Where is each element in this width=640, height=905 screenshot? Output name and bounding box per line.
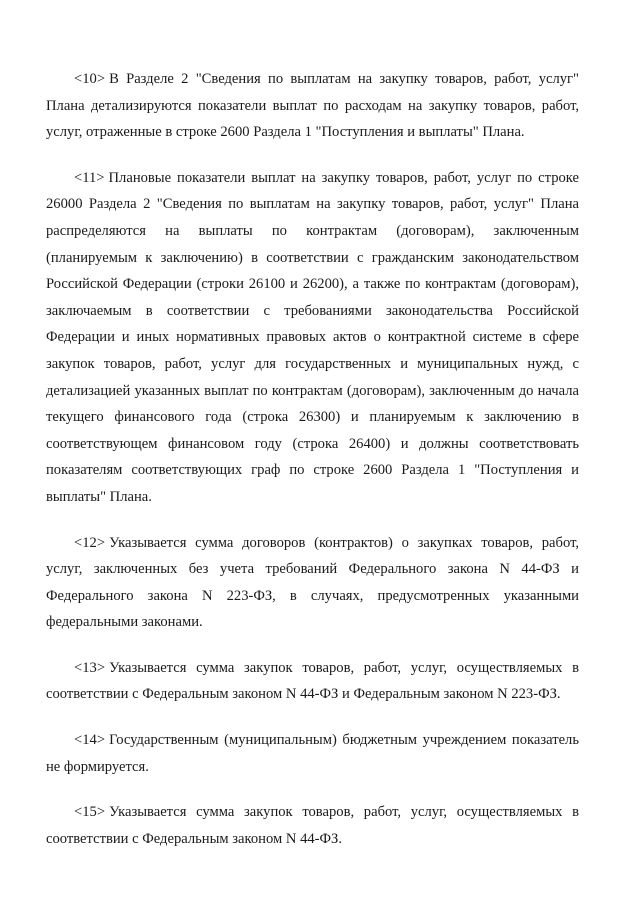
- footnote-marker: <14>: [74, 732, 106, 749]
- footnote-text: В Разделе 2 "Сведения по выплатам на закупку товаров, работ, услуг" Плана детализируются показатели выплат по расходам на закупку товаров, работ, услуг, отраженные в строке 2600 Раздела 1 "Поступления и выплаты" Плана.: [46, 71, 579, 141]
- footnote-marker: <12>: [74, 534, 106, 551]
- footnote-text: Указывается сумма закупок товаров, работ, услуг, осуществляемых в соответствии с Федеральным законом N 44-ФЗ.: [46, 804, 579, 847]
- footnote-10: [46, 66, 579, 146]
- footnote-14: [46, 727, 579, 780]
- footnote-marker: <10>: [74, 71, 106, 87]
- footnote-marker: <13>: [74, 659, 106, 676]
- footnote-text: Плановые показатели выплат на закупку товаров, работ, услуг по строке 26000 Раздела 2 "Сведения по выплатам на закупку товаров, работ, услуг" Плана распределяются на выплаты по контрактам (договорам), заключенным (планируемым к заключению) в соответствии с гражданским законодательством Российской Федерации (строки 26100 и 26200), а также по контрактам (договорам), заключаемым в соответствии с требованиями законодательства Российской Федерации и иных нормативных правовых актов о контрактной системе в сфере закупок товаров, работ, услуг для государственных и муниципальных нужд, с детализацией указанных выплат по контрактам (договорам), заключенным до начала текущего финансового года (строка 26300) и планируемым к заключению в соответствующем финансовом году (строка 26400) и должны соответствовать показателям соответствующих граф по строке 2600 Раздела 1 "Поступления и выплаты" Плана.: [46, 169, 579, 505]
- footnote-text: Государственным (муниципальным) бюджетным учреждением показатель не формируется.: [46, 732, 579, 775]
- footnote-15: [46, 799, 579, 852]
- footnotes-section: [46, 66, 579, 871]
- footnote-13: [46, 655, 579, 708]
- footnote-text: Указывается сумма договоров (контрактов) о закупках товаров, работ, услуг, заключенных без учета требований Федерального закона N 44-ФЗ и Федерального закона N 223-ФЗ, в случаях, предусмотренных указанными федеральными законами.: [46, 534, 579, 631]
- footnote-text: Указывается сумма закупок товаров, работ, услуг, осуществляемых в соответствии с Федеральным законом N 44-ФЗ и Федеральным законом N 223-ФЗ.: [46, 659, 579, 703]
- footnote-marker: <15>: [74, 804, 106, 821]
- footnote-12: [46, 530, 579, 636]
- footnote-marker: <11>: [74, 169, 105, 186]
- footnote-11: [46, 165, 579, 511]
